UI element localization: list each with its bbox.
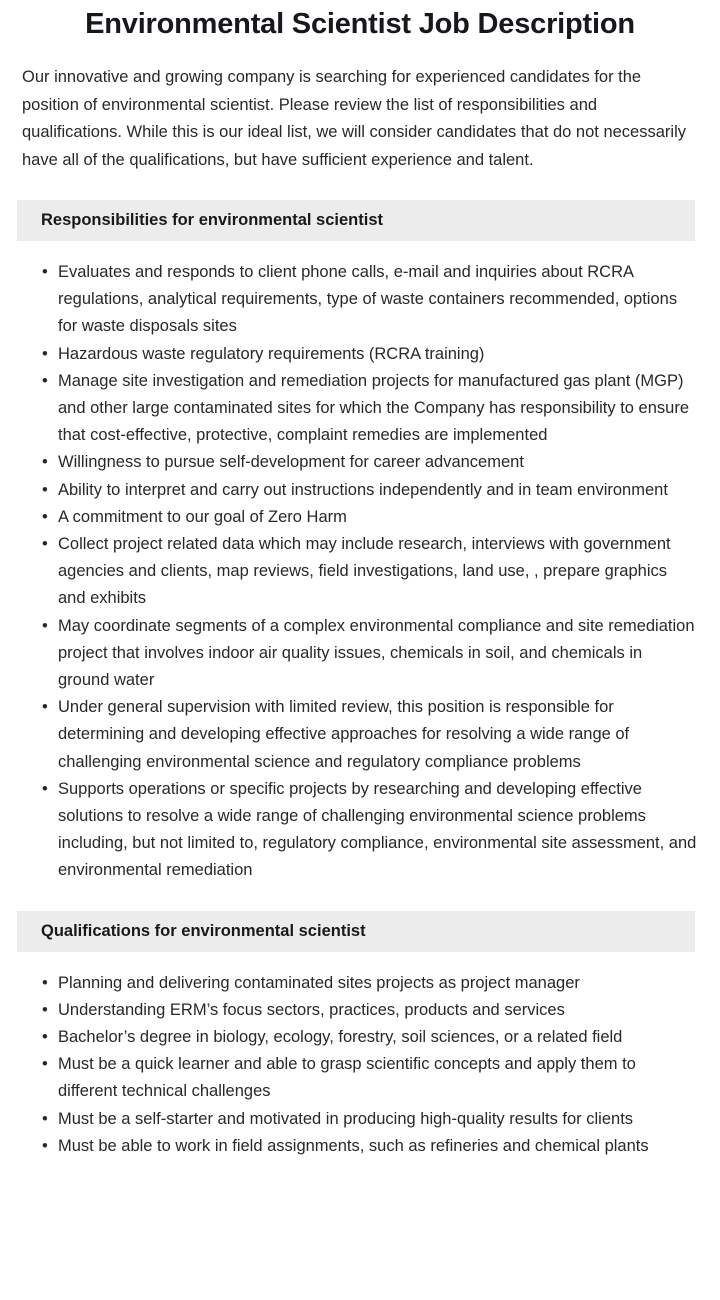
- list-item-text: Under general supervision with limited review, this position is responsible for determining and developing effective approaches for resolving a wide range of challenging environmental science and regulatory compliance problems: [58, 698, 630, 771]
- bullet-icon: •: [42, 1109, 48, 1128]
- bullet-icon: •: [42, 263, 48, 281]
- list-item: [0, 997, 698, 1024]
- section-heading-label: Responsibilities for environmental scientist: [41, 211, 383, 229]
- list-item: [0, 449, 698, 476]
- bullet-icon: •: [42, 535, 48, 554]
- bullet-icon: •: [42, 344, 48, 363]
- page-title: Environmental Scientist Job Description: [85, 8, 635, 40]
- list-item-text: Hazardous waste regulatory requirements (RCRA training): [58, 344, 485, 363]
- section-qualifications: [0, 911, 720, 1160]
- list-item-text: Manage site investigation and remediation projects for manufactured gas plant (MGP) and other large contaminated sites for which the Company has responsibility to ensure that cost-effective, protective, complaint remedies are implemented: [58, 371, 690, 445]
- list-item-text: Must be able to work in field assignments, such as refineries and chemical plants: [58, 1136, 649, 1155]
- responsibilities-list: [0, 241, 720, 885]
- bullet-icon: •: [42, 1028, 48, 1047]
- section-header-responsibilities: [17, 200, 695, 241]
- list-item: [0, 1133, 698, 1160]
- bullet-icon: •: [42, 507, 48, 526]
- page-bottom-spacer: [0, 1160, 720, 1194]
- bullet-icon: •: [42, 779, 48, 798]
- list-item-text: Evaluates and responds to client phone calls, e-mail and inquiries about RCRA regulations, analytical requirements, type of waste containers recommended, options for waste disposals sites: [58, 263, 678, 336]
- bullet-icon: •: [42, 1055, 48, 1074]
- list-item: [0, 531, 698, 613]
- list-item-text: Willingness to pursue self-development for career advancement: [58, 453, 524, 472]
- list-item: [0, 613, 698, 695]
- list-item-text: May coordinate segments of a complex environmental compliance and site remediation project that involves indoor air quality issues, chemicals in soil, and chemicals in ground water: [58, 616, 695, 690]
- list-item: [0, 694, 698, 776]
- bullet-icon: •: [42, 371, 48, 390]
- list-item: [0, 504, 698, 531]
- list-item: [0, 341, 698, 368]
- section-header-qualifications: [17, 911, 695, 952]
- bullet-icon: •: [42, 616, 48, 635]
- bullet-icon: •: [42, 453, 48, 472]
- list-item: [0, 776, 698, 885]
- list-item: [0, 477, 698, 504]
- intro-paragraph: Our innovative and growing company is searching for experienced candidates for the position of environmental scientist. Please review the list of responsibilities and qualifications. While this is our ideal list, we will consider candidates that do not necessarily have all of the qualifications, but have sufficient experience and talent.: [22, 68, 686, 169]
- list-item: [0, 368, 698, 450]
- list-item-text: Must be a quick learner and able to grasp scientific concepts and apply them to different technical challenges: [58, 1055, 636, 1101]
- list-item-text: Supports operations or specific projects by researching and developing effective solutions to resolve a wide range of challenging environmental science problems including, but not limited to, regulatory compliance, environmental site assessment, and environmental remediation: [58, 779, 697, 880]
- list-item: [0, 1024, 698, 1051]
- section-responsibilities: [0, 200, 720, 885]
- list-item: [0, 970, 698, 997]
- bullet-icon: •: [42, 973, 48, 992]
- list-item-text: Understanding ERM’s focus sectors, practices, products and services: [58, 1000, 565, 1019]
- bullet-icon: •: [42, 698, 48, 717]
- list-item: [0, 259, 698, 341]
- list-item: [0, 1051, 698, 1105]
- section-heading-label: Qualifications for environmental scientist: [41, 921, 366, 940]
- list-item-text: Must be a self-starter and motivated in producing high-quality results for clients: [58, 1109, 634, 1128]
- list-item-text: Bachelor’s degree in biology, ecology, forestry, soil sciences, or a related field: [58, 1028, 623, 1047]
- bullet-icon: •: [42, 480, 48, 499]
- bullet-icon: •: [42, 1136, 48, 1155]
- list-item-text: Collect project related data which may include research, interviews with government agencies and clients, map reviews, field investigations, land use, , prepare graphics and exhibits: [58, 535, 671, 608]
- list-item-text: Ability to interpret and carry out instructions independently and in team environment: [58, 480, 668, 499]
- list-item: [0, 1106, 698, 1133]
- bullet-icon: •: [42, 1000, 48, 1019]
- list-item-text: A commitment to our goal of Zero Harm: [58, 507, 347, 526]
- list-item-text: Planning and delivering contaminated sites projects as project manager: [58, 973, 580, 992]
- qualifications-list: [0, 952, 720, 1160]
